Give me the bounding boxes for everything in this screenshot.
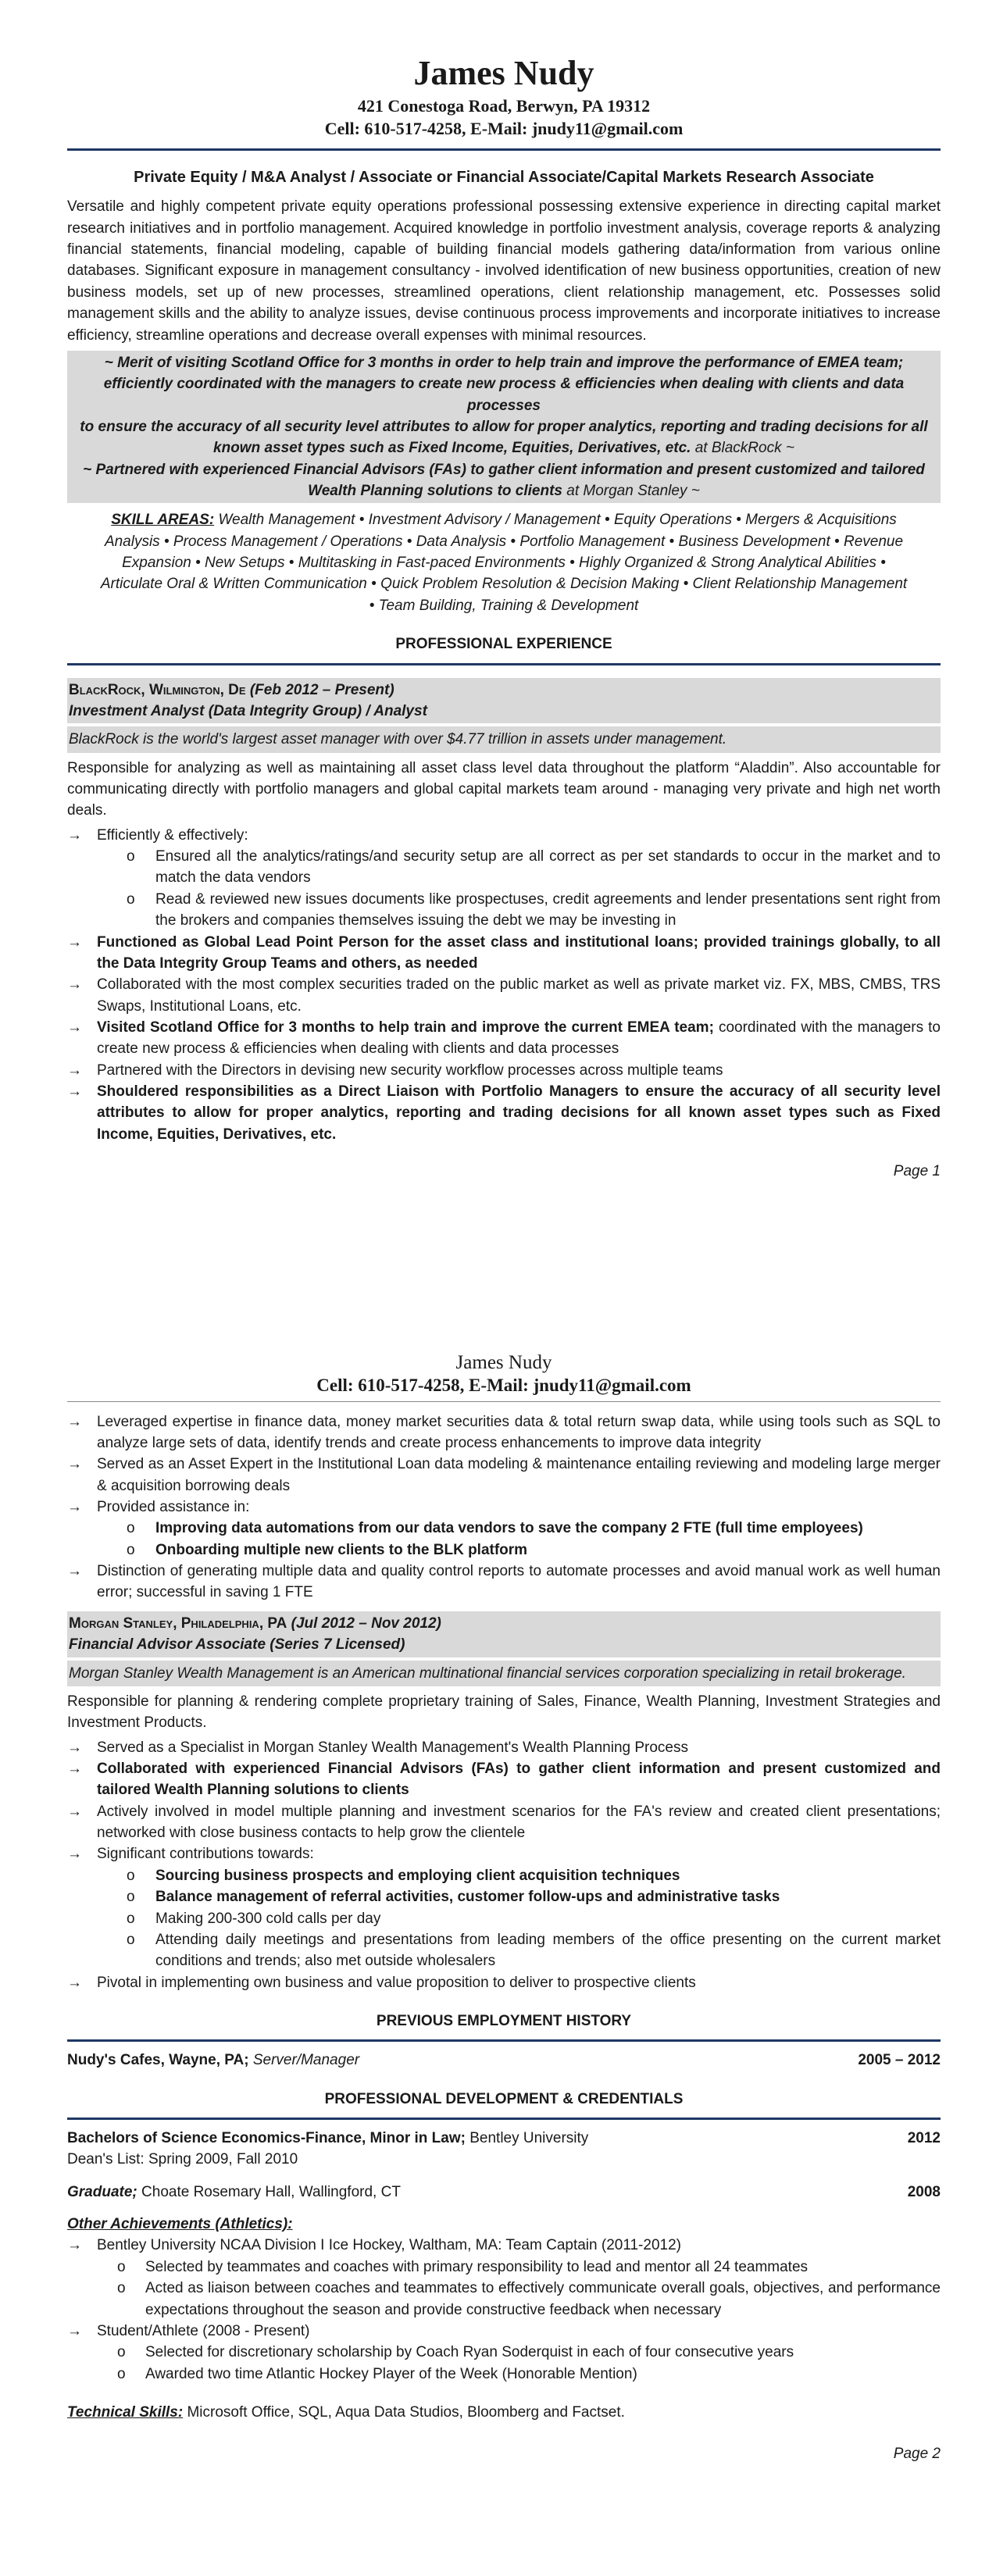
section-divider — [67, 2039, 941, 2042]
list-item: → Provided assistance in: — [67, 1497, 941, 1518]
list-item: o Read & reviewed new issues documents like prospectuses, credit agreements and lender presentations sent right from the brokers and companies themselves issuing the debt we may be investing in — [67, 889, 941, 932]
list-item: → Partnered with the Directors in devising new security workflow processes across multiple teams — [67, 1060, 941, 1081]
address: 421 Conestoga Road, Berwyn, PA 19312 — [357, 96, 651, 116]
list-item: o Awarded two time Atlantic Hockey Player of the Week (Honorable Mention) — [67, 2364, 941, 2385]
arrow-icon: → — [67, 1739, 82, 1756]
list-item: → Collaborated with the most complex securities traded on the public market as well as private market viz. FX, MBS, CMBS, TRS Swaps, Institutional Loans, etc. — [67, 974, 941, 1017]
arrow-icon: → — [67, 1083, 82, 1101]
list-item: → Visited Scotland Office for 3 months to help train and improve the current EMEA team; coordinated with the managers to create new process & efficiencies when dealing with clients and data processes — [67, 1017, 941, 1060]
header-divider-page-2 — [67, 1401, 941, 1402]
merit-line-2: to ensure the accuracy of all security level attributes to allow for proper analytics, reporting and trading decisions for all known asset types such as Fixed Income, Equities, Derivatives, etc. at BlackRock ~ — [80, 418, 928, 457]
section-heading-experience: PROFESSIONAL EXPERIENCE — [395, 636, 612, 653]
list-item: o Attending daily meetings and presentations from leading members of the office presenting on the current market conditions and trends; also met outside wholesalers — [67, 1929, 941, 1972]
header-divider — [67, 148, 941, 151]
list-item: o Balance management of referral activities, customer follow-ups and administrative tasks — [67, 1886, 941, 1907]
contact-line-page-2: Cell: 610-517-4258, E-Mail: jnudy11@gmail.com — [316, 1375, 691, 1395]
company-tagline: Morgan Stanley Wealth Management is an American multinational financial services corporation specializing in retail brokerage. — [67, 1661, 941, 1686]
list-item: o Making 200-300 cold calls per day — [67, 1908, 941, 1929]
list-item: o Selected by teammates and coaches with primary responsibility to lead and mentor all 24 teammates — [67, 2257, 941, 2278]
summary-paragraph: Versatile and highly competent private equity operations professional possessing extensive experience in directing capital market research initiatives and in portfolio management. Acquired knowledge in portfolio investment analysis, coverage reports & analyzing financial statements, financial modeling, capable of building financial models gathering data/information from various online databases. Significant exposure in management consultancy - involved identification of new business opportunities, creation of new business models, set up of new processes, streamlined operations, client relationship management, etc. Possesses solid management skills and the ability to analyze issues, devise continuous process improvements and incorporate initiatives to increase efficiency, streamline operations and decrease overall expenses with minimal resources. — [67, 198, 941, 344]
circle-bullet-icon: o — [127, 1520, 135, 1537]
list-item: o Selected for discretionary scholarship by Coach Ryan Soderquist in each of four consecutive years — [67, 2342, 941, 2363]
candidate-name-page-2: James Nudy — [455, 1352, 552, 1373]
athletics-heading: Other Achievements (Athletics): — [67, 2216, 293, 2233]
arrow-icon: → — [67, 976, 82, 994]
circle-bullet-icon: o — [127, 848, 135, 865]
list-item: → Leveraged expertise in finance data, money market securities data & total return swap data, while using tools such as SQL to analyze large sets of data, identify trends and create process enhancements to improve data integrity — [67, 1411, 941, 1454]
circle-bullet-icon: o — [117, 2280, 126, 2297]
objective-title: Private Equity / M&A Analyst / Associate or Financial Associate/Capital Markets Research Associate — [134, 168, 874, 186]
circle-bullet-icon: o — [117, 2344, 126, 2361]
list-item: → Functioned as Global Lead Point Person for the asset class and institutional loans; provided trainings globally, to all the Data Integrity Group Teams and others, as needed — [67, 932, 941, 975]
circle-bullet-icon: o — [127, 1910, 135, 1927]
list-item: o Onboarding multiple new clients to the BLK platform — [67, 1540, 941, 1561]
resume-page-1 — [67, 55, 941, 1182]
list-item: o Acted as liaison between coaches and teammates to effectively communicate overall goals, objectives, and performance expectations throughout the season and provide constructive feedback when necessary — [67, 2278, 941, 2321]
circle-bullet-icon: o — [127, 890, 135, 908]
education-degree-row: Bachelors of Science Economics-Finance, Minor in Law; Bentley University 2012 — [67, 2130, 941, 2147]
section-divider — [67, 663, 941, 665]
list-item: → Shouldered responsibilities as a Direct Liaison with Portfolio Managers to ensure the accuracy of all security level attributes to allow for proper analytics, reporting and trading decisions for all known asset types such as Fixed Income, Equities, Derivatives, etc. — [67, 1081, 941, 1145]
merit-box — [67, 351, 941, 504]
arrow-icon: → — [67, 826, 82, 844]
list-item: o Ensured all the analytics/ratings/and security setup are all correct as per set standards to occur in the market and to match the data vendors — [67, 846, 941, 889]
arrow-icon: → — [67, 1499, 82, 1516]
page-number-1: Page 1 — [893, 1163, 941, 1180]
list-item: → Pivotal in implementing own business and value proposition to deliver to prospective clients — [67, 1972, 941, 1993]
candidate-name: James Nudy — [413, 54, 594, 92]
skill-areas-label: SKILL AREAS: — [111, 512, 215, 529]
circle-bullet-icon: o — [127, 1867, 135, 1884]
section-divider — [67, 2118, 941, 2120]
list-item: o Improving data automations from our data vendors to save the company 2 FTE (full time employees) — [67, 1518, 941, 1539]
circle-bullet-icon: o — [117, 2258, 126, 2275]
arrow-icon: → — [67, 1563, 82, 1580]
merit-line-1: ~ Merit of visiting Scotland Office for 3 months in order to help train and improve the performance of EMEA team; efficiently coordinated with the managers to create new process & efficiencies when dealing with clients and data processes — [103, 354, 905, 414]
list-item: → Collaborated with experienced Financial Advisors (FAs) to gather client information and present customized and tailored Wealth Planning solutions to clients — [67, 1758, 941, 1801]
circle-bullet-icon: o — [127, 1889, 135, 1906]
job-header-blackrock: BlackRock, Wilmington, De (Feb 2012 – Present) Investment Analyst (Data Integrity Group) / Analyst — [67, 678, 941, 724]
arrow-icon: → — [67, 2322, 82, 2339]
technical-skills: Technical Skills: Microsoft Office, SQL, Aqua Data Studios, Bloomberg and Factset. — [67, 2403, 625, 2421]
skill-areas-list: Wealth Management • Investment Advisory / Management • Equity Operations • Mergers & Acquisitions Analysis • Process Management / Operations • Data Analysis • Portfolio Management • Business Development • Revenue Expansion • New Setups • Multitasking in Fast-paced Environments • Highly Organized & Strong Analytical Abilities • Articulate Oral & Written Communication • Quick Problem Resolution & Decision Making • Client Relationship Management • Team Building, Training & Development — [100, 512, 908, 614]
list-item: → Student/Athlete (2008 - Present) — [67, 2321, 941, 2342]
arrow-icon: → — [67, 933, 82, 951]
arrow-icon: → — [67, 2237, 82, 2254]
list-item: → Served as an Asset Expert in the Institutional Loan data modeling & maintenance entailing reviewing and modeling large merger & acquisition borrowing deals — [67, 1454, 941, 1497]
list-item: o Sourcing business prospects and employing client acquisition techniques — [67, 1865, 941, 1886]
merit-line-3: ~ Partnered with experienced Financial Advisors (FAs) to gather client information and present customized and tailored Wealth Planning solutions to clients at Morgan Stanley ~ — [83, 461, 925, 500]
list-item: → Efficiently & effectively: — [67, 825, 941, 846]
arrow-icon: → — [67, 1760, 82, 1777]
job-intro: Responsible for analyzing as well as maintaining all asset class level data throughout the platform “Aladdin”. Also accountable for communicating directly with portfolio managers and global capital markets team around - managing very private and high net worth deals. — [67, 759, 941, 819]
circle-bullet-icon: o — [117, 2365, 126, 2382]
arrow-icon: → — [67, 1974, 82, 1991]
circle-bullet-icon: o — [127, 1931, 135, 1948]
education-graduate-row: Graduate; Choate Rosemary Hall, Wallingford, CT 2008 — [67, 2183, 941, 2200]
arrow-icon: → — [67, 1413, 82, 1430]
skill-areas — [67, 503, 941, 616]
deans-list: Dean's List: Spring 2009, Fall 2010 — [67, 2151, 298, 2168]
arrow-icon: → — [67, 1061, 82, 1079]
list-item: → Served as a Specialist in Morgan Stanley Wealth Management's Wealth Planning Process — [67, 1737, 941, 1758]
page-number-2: Page 2 — [893, 2446, 941, 2463]
arrow-icon: → — [67, 1846, 82, 1863]
list-item: → Significant contributions towards: — [67, 1843, 941, 1864]
circle-bullet-icon: o — [127, 1541, 135, 1558]
list-item: → Bentley University NCAA Division I Ice Hockey, Waltham, MA: Team Captain (2011-2012) — [67, 2235, 941, 2256]
arrow-icon: → — [67, 1456, 82, 1473]
list-item: → Actively involved in model multiple planning and investment scenarios for the FA's review and created client presentations; networked with close business contacts to help grow the clientele — [67, 1801, 941, 1844]
section-heading-previous-employment: PREVIOUS EMPLOYMENT HISTORY — [376, 2012, 632, 2029]
job-intro: Responsible for planning & rendering complete proprietary training of Sales, Finance, Wealth Planning, Investment Strategies and Investment Products. — [67, 1693, 941, 1732]
previous-employment-row: Nudy's Cafes, Wayne, PA; Server/Manager 2005 – 2012 — [67, 2052, 941, 2069]
list-item: → Distinction of generating multiple data and quality control reports to automate processes and avoid manual work as well human error; successful in saving 1 FTE — [67, 1561, 941, 1604]
arrow-icon: → — [67, 1019, 82, 1036]
resume-page-2 — [67, 1351, 941, 2465]
company-tagline: BlackRock is the world's largest asset manager with over $4.77 trillion in assets under management. — [67, 726, 941, 752]
contact-line: Cell: 610-517-4258, E-Mail: jnudy11@gmail.com — [324, 118, 684, 138]
job-header-morgan-stanley: Morgan Stanley, Philadelphia, PA (Jul 2012 – Nov 2012) Financial Advisor Associate (Series 7 Licensed) — [67, 1611, 941, 1657]
section-heading-development: PROFESSIONAL DEVELOPMENT & CREDENTIALS — [324, 2090, 684, 2107]
arrow-icon: → — [67, 1803, 82, 1820]
